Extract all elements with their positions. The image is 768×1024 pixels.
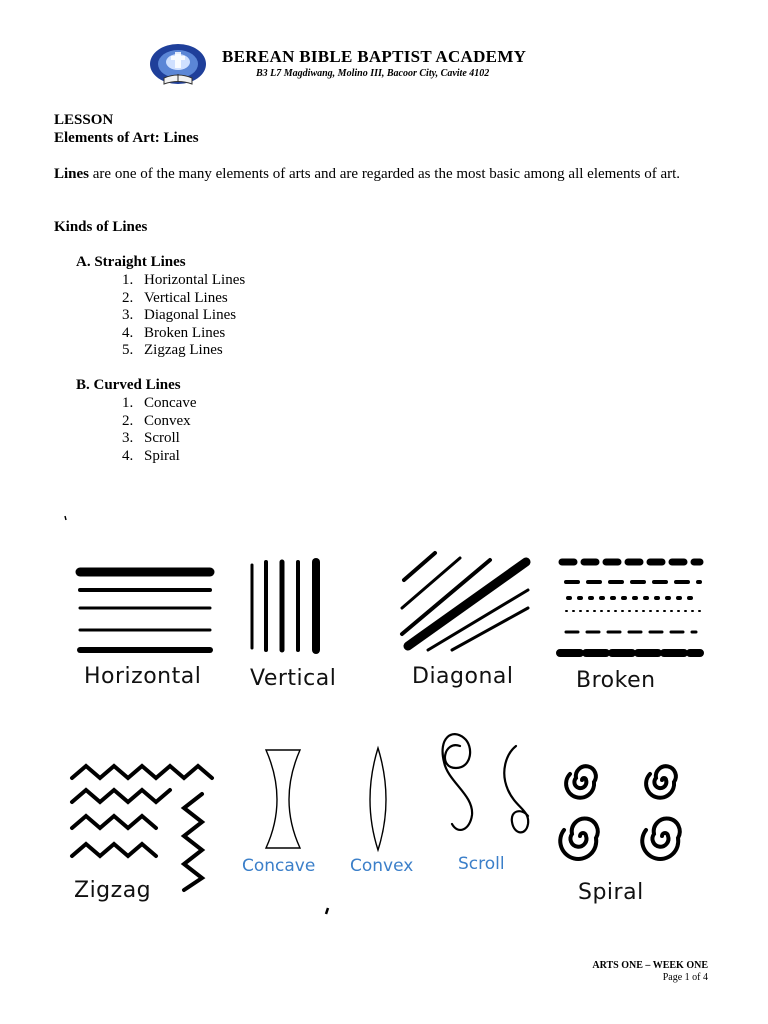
list-item: 4. Spiral — [122, 448, 180, 464]
list-item: 5. Zigzag Lines — [122, 342, 223, 358]
list-item: 3. Scroll — [122, 430, 180, 446]
label-zigzag: Zigzag — [74, 878, 152, 903]
course-label: ARTS ONE – WEEK ONE — [592, 960, 708, 971]
label-horizontal: Horizontal — [84, 664, 202, 689]
lines-illustration — [60, 510, 730, 930]
lesson-title: Elements of Art: Lines — [54, 130, 199, 146]
kinds-heading: Kinds of Lines — [54, 219, 148, 235]
school-address: B3 L7 Magdiwang, Molino III, Bacoor City, Cavite 4102 — [256, 68, 490, 79]
section-straight-lines: A. Straight Lines — [76, 254, 186, 270]
list-item: 2. Vertical Lines — [122, 290, 228, 306]
label-diagonal: Diagonal — [412, 664, 514, 689]
label-convex: Convex — [350, 856, 414, 876]
section-curved-lines: B. Curved Lines — [76, 377, 181, 393]
page-footer — [592, 960, 708, 984]
intro-term: Lines — [54, 166, 90, 182]
intro-text: are one of the many elements of arts and are regarded as the most basic among all elements of art. — [89, 166, 681, 182]
lesson-heading: LESSON — [54, 112, 114, 128]
list-item: 1. Horizontal Lines — [122, 272, 246, 288]
list-item: 2. Convex — [122, 413, 191, 429]
school-name: BEREAN BIBLE BAPTIST ACADEMY — [222, 47, 527, 66]
label-broken: Broken — [576, 668, 656, 693]
school-seal-icon — [148, 42, 208, 90]
label-scroll: Scroll — [458, 854, 505, 874]
list-item: 4. Broken Lines — [122, 325, 226, 341]
intro-paragraph — [54, 166, 706, 184]
document-header — [148, 42, 708, 92]
list-item: 3. Diagonal Lines — [122, 307, 237, 323]
list-item: 1. Concave — [122, 395, 197, 411]
label-spiral: Spiral — [578, 880, 644, 905]
page-number: Page 1 of 4 — [662, 972, 708, 983]
label-vertical: Vertical — [250, 666, 337, 691]
label-concave: Concave — [242, 856, 316, 876]
